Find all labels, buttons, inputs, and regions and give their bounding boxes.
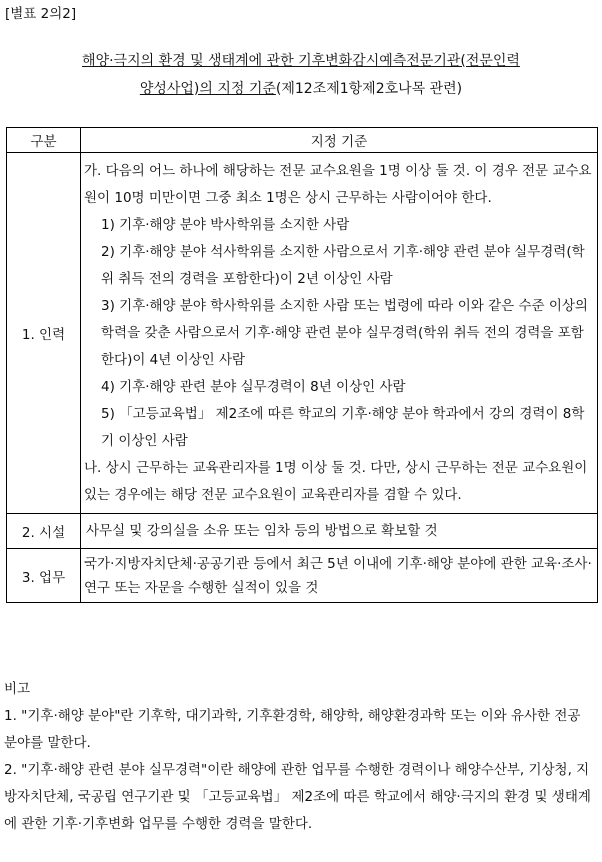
title-line1-text: 해양·극지의 환경 및 생태계에 관한 기후변화감시예측전문기관(전문인력	[82, 53, 520, 69]
title-line2-underlined: 양성사업)의 지정 기준	[139, 81, 276, 97]
criteria-subitem: 5) 「고등교육법」 제2조에 따른 학교의 기후·해양 분야 학과에서 강의 경력이 8학기 이상인 사람	[101, 406, 585, 449]
table-row-work	[7, 549, 598, 603]
note-item: 2. "기후·해양 관련 분야 실무경력"이란 해양에 관한 업무를 수행한 경력이나 해양수산부, 기상청, 지방자치단체, 국공립 연구기관 및 「고등교육법」 제2조에 따른 학교에서 해양·극지의 환경 및 생태계에 관한 기후·기후변화 업무를 수행한 경력을 말한다.	[4, 762, 591, 832]
annex-label: [별표 2의2]	[5, 6, 77, 22]
criteria-item: 가. 다음의 어느 하나에 해당하는 전문 교수요원을 1명 이상 둘 것. 이 경우 전문 교수요원이 10명 미만이면 그중 최소 1명은 상시 근무하는 사람이어야 한다.	[84, 163, 592, 206]
document-title-line2	[0, 78, 602, 98]
criteria-cell	[81, 549, 598, 603]
criteria-item: 나. 상시 근무하는 교육관리자를 1명 이상 둘 것. 다만, 상시 근무하는 전문 교수요원이 있는 경우에는 해당 전문 교수요원이 교육관리자를 겸할 수 있다.	[84, 460, 588, 503]
criteria-subitem: 2) 기후·해양 분야 석사학위를 소지한 사람으로서 기후·해양 관련 분야 실무경력(학위 취득 전의 경력을 포함한다)이 2년 이상인 사람	[101, 244, 585, 287]
criteria-item: 국가·지방자치단체·공공기관 등에서 최근 5년 이내에 기후·해양 분야에 관한 교육·조사·연구 또는 자문을 수행한 실적이 있을 것	[84, 556, 592, 596]
table-header-row	[7, 128, 598, 153]
table-row-personnel	[7, 153, 598, 514]
header-category: 구분	[7, 128, 81, 153]
criteria-subitem: 3) 기후·해양 분야 학사학위를 소지한 사람 또는 법령에 따라 이와 같은 수준 이상의 학력을 갖춘 사람으로서 기후·해양 관련 분야 실무경력(학위 취득 전의 경력을 포함한다)이 4년 이상인 사람	[101, 298, 588, 368]
criteria-item: 사무실 및 강의실을 소유 또는 임차 등의 방법으로 확보할 것	[86, 523, 438, 539]
criteria-subitem: 4) 기후·해양 관련 분야 실무경력이 8년 이상인 사람	[101, 379, 406, 395]
title-line2-reference: (제12조제1항제2호나목 관련)	[275, 81, 463, 97]
criteria-table	[6, 127, 598, 603]
notes-section	[4, 676, 596, 838]
table-row-facilities	[7, 514, 598, 549]
category-cell: 3. 업무	[7, 549, 81, 603]
category-cell: 2. 시설	[7, 514, 81, 549]
document-title-line1	[0, 50, 602, 70]
category-cell: 1. 인력	[7, 153, 81, 514]
header-criteria: 지정 기준	[81, 128, 598, 153]
notes-heading: 비고	[4, 681, 31, 697]
criteria-subitem: 1) 기후·해양 분야 박사학위를 소지한 사람	[101, 217, 350, 233]
note-item: 1. "기후·해양 분야"란 기후학, 대기과학, 기후환경학, 해양학, 해양환경과학 또는 이와 유사한 전공 분야를 말한다.	[4, 708, 581, 751]
criteria-cell	[81, 153, 598, 514]
criteria-cell	[81, 514, 598, 549]
